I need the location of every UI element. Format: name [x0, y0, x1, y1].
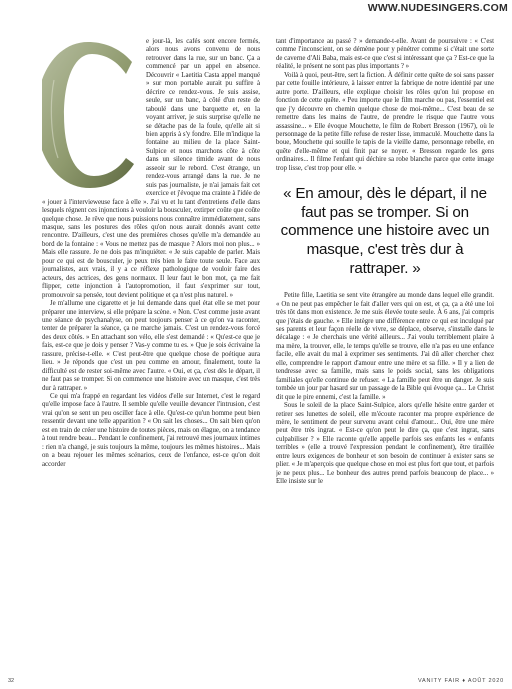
article-paragraph: tant d'importance au passé ? » demande-t-elle. Avant de poursuivre : « C'est comme l'inconscient, on se démène pour y pénétrer comme si c'était une sorte de caverne d'Ali Baba, mais est-ce que c'est si intéressant que ça ? Est-ce que la réalité, le présent ne sont pas plus importants ? » — [276, 38, 494, 71]
article-column-left — [42, 38, 260, 658]
article-paragraph: Sous le soleil de la place Saint-Sulpice, alors qu'elle hésite entre garder et retirer ses lunettes de soleil, elle m'écoute raconter ma propre expérience de mère, le sentiment de peur survenu avant celui d'amour... Oui, être une mère peut être très ingrat. « Est-ce qu'on peut le dire ça, que c'est ingrat, sans culpabiliser ? » Elle raconte qu'elle appelle parfois ses enfants les « enfants terribles » (elle a trouvé l'expression pendant le confinement), être tiraillée entre leurs exigences de bonheur et son besoin de continuer à exister sans se plier. « Je m'aperçois que quelque chose en moi est plus fort que tout, et parfois je ne peux plus... Le bonheur des autres prend parfois beaucoup de place... » Elle insiste sur le — [276, 402, 494, 486]
article-page — [42, 38, 494, 658]
article-column-right — [276, 38, 494, 658]
magazine-folio: VANITY FAIR ♦ AOÛT 2020 — [417, 678, 504, 684]
drop-cap-c-illustration — [42, 40, 138, 190]
article-paragraph: Petite fille, Laetitia se sent vite étrangère au monde dans lequel elle grandit. « On ne peut pas empêcher le fait d'aller vers qui on est, et ça, ça a été une loi très tôt dans mon existence. Je me suis élevée toute seule. À 6 ans, j'ai compris que j'étais de gauche. » Elle intègre une différence entre ce qui est inculqué par ses parents et leur façon réelle de vivre, se déplace, observe, s'installe dans le décalage : « Je cherchais une vérité ailleurs... J'ai voulu terriblement plaire à ma mère, la trouver, elle, le temps qu'elle se trouve, elle n'a pas eu une enfance facile, elle avait du mal à exprimer ses sentiments. J'ai dû aller chercher chez elle, comprendre le rapport d'amour entre une mère et sa fille. » Il y a lien de tendresse avec sa famille, mais sans le poids social, sans les obligations familiales qu'elle continue de refuser. « La famille peut être un danger. Je suis tombée un jour par hasard sur un passage de la Bible qui évoque ça... Le Christ dit que le pire ennemi, c'est la famille. » — [276, 292, 494, 401]
page-number: 32 — [8, 678, 15, 684]
pull-quote: « En amour, dès le départ, il ne faut pas se tromper. Si on commence une histoire avec un masque, c'est très dur à rattraper. » — [280, 185, 490, 277]
page-footer — [0, 676, 512, 688]
article-paragraph: Voilà à quoi, peut-être, sert la fiction. À définir cette quête de soi sans passer par cette fouille intérieure, à laisser entrer la fabrique de notre identité par une autre porte. D'ailleurs, elle explique choisir les rôles qu'on lui propose en fonction de cette quête. « Peu importe que le film marche ou pas, l'essentiel est que j'y découvre en chemin quelque chose de moi-même... C'est beau de se remettre dans les mains de l'autre, de prendre le risque que l'autre vous assassine... » Elle évoque Mouchette, le film de Robert Bresson (1967), où le personnage de la petite fille refuse de rester lisse, immaculé. Mouchette dans la boue, Mouchette qui souille le tapis de la vieille dame, personnage rebelle, en quête d'elle-même et qui finit par se noyer. « Bresson regarde les gens ordinaires... Il filme l'enfant qui déchire sa robe blanche parce que cette image trop lisse, c'est trop pour elle. » — [276, 71, 494, 172]
watermark-text: WWW.NUDESINGERS.COM — [367, 2, 508, 14]
article-paragraph: Ce qui m'a frappé en regardant les vidéos d'elle sur Internet, c'est le regard qu'elle impose face à l'autre. Il semble qu'elle veuille devancer l'intrusion, c'est vrai qu'on se sent un peu osciller face à elle. Qu'est-ce qu'un homme peut bien ressentir devant une telle apparition ? « On sait les choses... On sait bien qu'on est en train de créer une histoire de toutes pièces, mais on élague, on a tendance à tout rendre beau... Pendant le confinement, j'ai retrouvé mes journaux intimes : rien n'a changé, je suis toujours la même, toujours les mêmes histoires... Mais on a beau rejouer les mêmes scénarios, ceux de l'enfance, est-ce qu'on doit accorder — [42, 393, 260, 468]
article-paragraph: e jour-là, les cafés sont encore fermés, alors nous avons convenu de nous retrouver dans la rue, sur un banc. Ça a commencé par un appel en absence. Découvrir « Laetitia Casta appel manqué » sur mon portable aurait pu suffire à décrire ce rendez-vous. Je suis assise, seule, sur un banc, à côté d'un reste de taboulé dans une barquette et, en la voyant arriver, je suis surprise qu'elle ne se détache pas de la foule, qu'elle ait si bien appris à s'y fondre. Elle m'indique la fontaine au milieu de la place Saint-Sulpice et nous marchons côte à côte dans un silence timide avant de nous asseoir sur le rebord. C'est étrange, un rendez-vous arrangé dans la rue. Je ne suis pas journaliste, je n'ai jamais fait cet exercice et j'évoque ma crainte à l'idée de « jouer à l'intervieweuse face à elle ». J'ai vu et lu tant d'entretiens d'elle dans lesquels régnent ces injonctions à vouloir la bousculer, extirper coûte que coûte quelque chose. Je rêve que nous puissions nous connaître immédiatement, sans masque, sans les postures des rôles qu'on nous aurait donnés avant cette rencontre. D'ailleurs, c'est une des premières choses qu'elle m'a demandée au bord de la fontaine : « Vous ne mettez pas de masque ? Alors moi non plus... » Mais elle rassure. Je ne dois pas m'inquiéter. « Je suis capable de parler. Mais pour ce qui est de bousculer, je peux très bien le faire toute seule. Face aux journalistes, aux vrais, il y a ce réflexe pathologique de vouloir faire des acteurs, des actrices, des gens normaux. Il leur faut le bon mot, ça me fait flipper, cette injonction à l'autopromotion, il faut s'exprimer sur tout, promouvoir sa pensée, tout devient politique et ça n'est plus naturel. » — [42, 38, 260, 299]
article-paragraph: Je m'allume une cigarette et je lui demande dans quel état elle se met pour préparer une interview, si elle prépare la scène. « Non. C'est comme juste avant une séance de psychanalyse, on peut toujours penser à ce qu'on va raconter, tenter de préparer la séance, ça ne marche jamais. C'est un rendez-vous forcé des deux côtés. » En attachant son vélo, elle s'est demandé : « Qu'est-ce que je fais, est-ce que je dois y penser ? Vas-y comme tu es. » Que je sois écrivaine la rassure, précise-t-elle. « C'est peut-être que quelque chose de poétique aura lieu. » Je réponds que c'est un peu comme en amour, finalement, toute la difficulté est de rester soi-même avec l'autre. « Oui, et ça, c'est dès le départ, il ne faut pas se tromper. Si on commence une histoire avec un masque, c'est très dur à rattraper. » — [42, 300, 260, 392]
